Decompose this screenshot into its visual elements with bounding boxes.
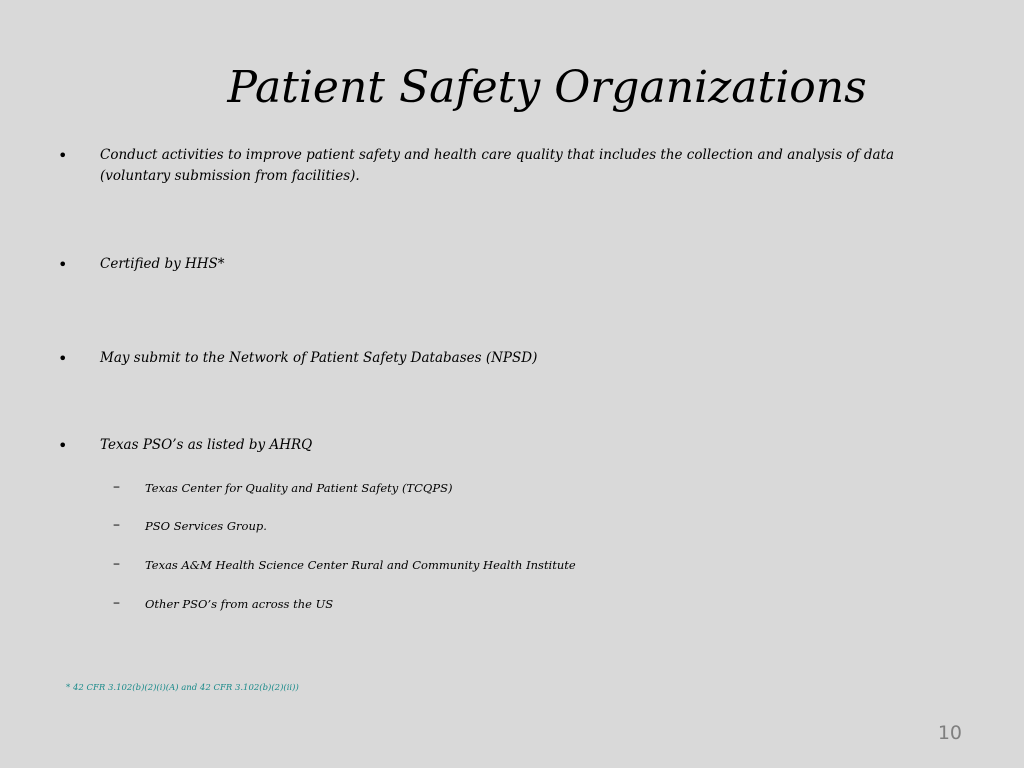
bullet-marker: •: [58, 255, 68, 274]
sub-bullet-text: PSO Services Group.: [145, 519, 267, 533]
bullet-marker: •: [58, 436, 68, 455]
sub-bullet-marker: –: [113, 517, 120, 533]
slide-title: Patient Safety Organizations: [227, 62, 867, 113]
footnote: * 42 CFR 3.102(b)(2)(i)(A) and 42 CFR 3.102(b)(2)(ii)): [66, 683, 299, 693]
sub-bullet-text: Texas Center for Quality and Patient Safety (TCQPS): [145, 481, 453, 495]
sub-bullet-text: Texas A&M Health Science Center Rural and Community Health Institute: [145, 558, 576, 572]
bullet-text: May submit to the Network of Patient Safety Databases (NPSD): [100, 350, 538, 366]
page-number: 10: [937, 722, 962, 744]
bullet-marker: •: [58, 349, 68, 368]
bullet-text: Certified by HHS*: [100, 256, 225, 272]
sub-bullet-marker: –: [113, 479, 120, 495]
sub-bullet-marker: –: [113, 556, 120, 572]
bullet-text: Conduct activities to improve patient safety and health care quality that includes the collection and analysis of data (voluntary submission from facilities).: [100, 147, 894, 184]
sub-bullet-text: Other PSO’s from across the US: [145, 597, 334, 611]
bullet-text: Texas PSO’s as listed by AHRQ: [100, 437, 313, 453]
bullet-marker: •: [58, 146, 68, 165]
sub-bullet-marker: –: [113, 595, 120, 611]
